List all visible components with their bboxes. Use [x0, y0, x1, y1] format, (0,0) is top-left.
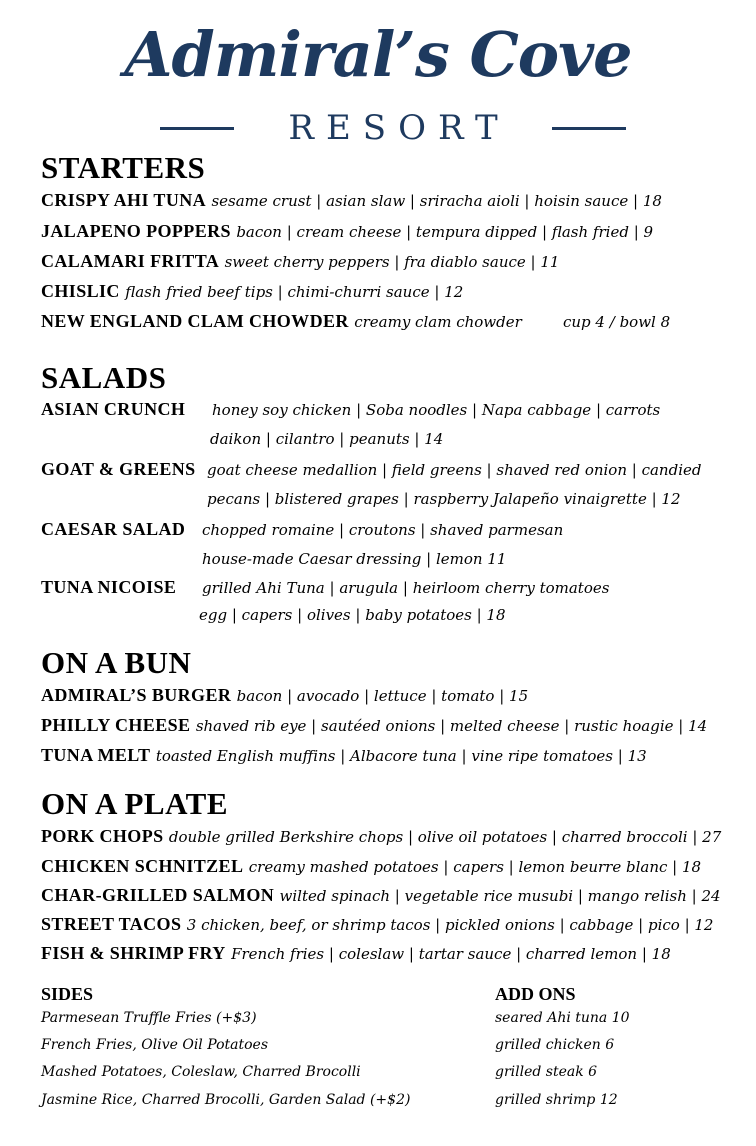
menu-item-desc: sweet cherry peppers | fra diablo sauce | 11 [224, 253, 560, 271]
menu-item-desc: bacon | cream cheese | tempura dipped | flash fried | 9 [236, 223, 654, 241]
menu-item-name: PORK CHOPS [41, 826, 164, 846]
section-title-on-a-plate: ON A PLATE [41, 786, 229, 821]
menu-item-desc: grilled Ahi Tuna | arugula | heirloom cherry tomatoes [202, 579, 610, 597]
logo-rule-right [552, 127, 626, 130]
side-item: Parmesean Truffle Fries (+$3) [41, 1010, 257, 1026]
menu-item-desc: creamy clam chowder [354, 313, 522, 331]
addon-item: grilled chicken 6 [495, 1037, 615, 1053]
menu-item-name: TUNA NICOISE [41, 577, 177, 597]
addon-item: grilled shrimp 12 [495, 1092, 618, 1108]
menu-item-name: ASIAN CRUNCH [41, 399, 186, 419]
menu-item-name: FISH & SHRIMP FRY [41, 943, 226, 963]
sides-title: SIDES [41, 984, 94, 1004]
menu-item-name: CAESAR SALAD [41, 519, 186, 539]
menu-item-desc: creamy mashed potatoes | capers | lemon beurre blanc | 18 [248, 858, 702, 876]
menu-item-name: GOAT & GREENS [41, 459, 196, 479]
addons-title: ADD ONS [495, 984, 576, 1004]
menu-item-name: ADMIRAL’S BURGER [41, 685, 232, 705]
menu-item-desc: double grilled Berkshire chops | olive oil potatoes | charred broccoli | 27 [168, 828, 722, 846]
menu-item [41, 685, 528, 706]
logo-rule-left [160, 127, 234, 130]
menu-item-desc: chopped romaine | croutons | shaved parmesan [202, 521, 564, 539]
menu-item-desc: egg | capers | olives | baby potatoes | 18 [199, 606, 506, 624]
menu-item [41, 856, 701, 877]
menu-item-desc: bacon | avocado | lettuce | tomato | 15 [236, 687, 529, 705]
side-item: Mashed Potatoes, Coleslaw, Charred Brocolli [41, 1064, 361, 1080]
side-item: Jasmine Rice, Charred Brocolli, Garden Salad (+$2) [41, 1092, 411, 1108]
menu-item-desc: flash fried beef tips | chimi-churri sauce | 12 [125, 283, 464, 301]
addon-item: seared Ahi tuna 10 [495, 1010, 630, 1026]
menu-item-price: cup 4 / bowl 8 [563, 313, 671, 331]
menu-item-name: NEW ENGLAND CLAM CHOWDER [41, 311, 349, 331]
menu-item [41, 943, 671, 964]
menu-item-name: CHAR-GRILLED SALMON [41, 885, 275, 905]
menu-item [41, 311, 522, 332]
menu-item [41, 459, 196, 480]
logo-subtitle: RESORT [288, 108, 510, 148]
menu-item [41, 281, 463, 302]
menu-item-desc: daikon | cilantro | peanuts | 14 [210, 430, 444, 448]
section-title-salads: SALADS [41, 360, 167, 395]
menu-item [41, 190, 662, 211]
logo-title: Admiral’s Cove [124, 18, 632, 91]
menu-item-name: TUNA MELT [41, 745, 151, 765]
menu-item-desc: goat cheese medallion | field greens | shaved red onion | candied [207, 461, 702, 479]
addon-item: grilled steak 6 [495, 1064, 598, 1080]
menu-item-desc: pecans | blistered grapes | raspberry Jalapeño vinaigrette | 12 [207, 490, 681, 508]
section-title-starters: STARTERS [41, 150, 206, 185]
menu-item-name: JALAPENO POPPERS [41, 221, 231, 241]
menu-item-desc: shaved rib eye | sautéed onions | melted cheese | rustic hoagie | 14 [195, 717, 708, 735]
menu-item-name: CRISPY AHI TUNA [41, 190, 207, 210]
menu-item [41, 914, 713, 935]
menu-item-desc: house-made Caesar dressing | lemon 11 [202, 550, 507, 568]
section-title-on-a-bun: ON A BUN [41, 645, 192, 680]
menu-item-desc: sesame crust | asian slaw | sriracha aioli | hoisin sauce | 18 [211, 192, 662, 210]
menu-item-name: STREET TACOS [41, 914, 182, 934]
menu-item-desc: toasted English muffins | Albacore tuna | vine ripe tomatoes | 13 [155, 747, 647, 765]
logo-subtitle-row [160, 108, 626, 148]
menu-item [41, 745, 647, 766]
menu-item [41, 519, 185, 540]
menu-item [41, 251, 559, 272]
menu-item [41, 715, 707, 736]
menu-item-name: CHICKEN SCHNITZEL [41, 856, 244, 876]
menu-item-name: PHILLY CHEESE [41, 715, 191, 735]
resort-logo [0, 0, 756, 150]
side-item: French Fries, Olive Oil Potatoes [41, 1037, 269, 1053]
menu-item-desc: wilted spinach | vegetable rice musubi | mango relish | 24 [279, 887, 721, 905]
menu-item-desc: honey soy chicken | Soba noodles | Napa cabbage | carrots [212, 401, 661, 419]
menu-item-desc: 3 chicken, beef, or shrimp tacos | pickled onions | cabbage | pico | 12 [186, 916, 714, 934]
menu-item-name: CALAMARI FRITTA [41, 251, 220, 271]
menu-item [41, 826, 721, 847]
menu-item-desc: French fries | coleslaw | tartar sauce | charred lemon | 18 [231, 945, 671, 963]
menu-item-name: CHISLIC [41, 281, 120, 301]
menu-item [41, 221, 653, 242]
menu-item [41, 399, 185, 420]
menu-item [41, 577, 176, 598]
menu-item [41, 885, 721, 906]
